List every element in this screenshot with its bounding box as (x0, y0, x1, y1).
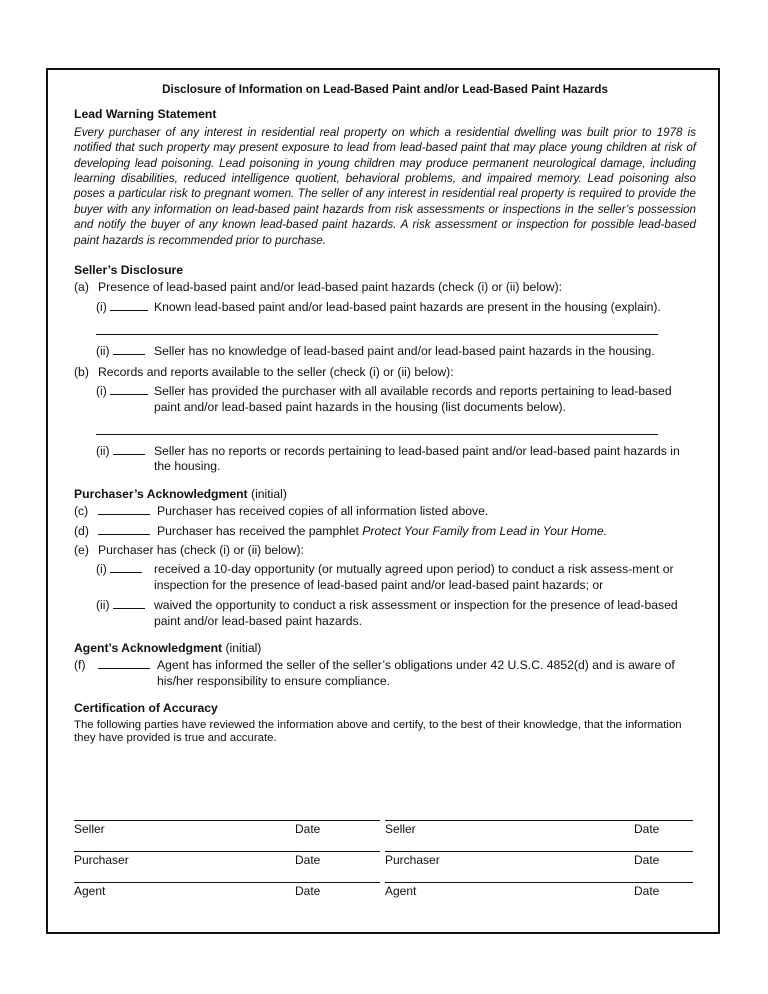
certification-heading: Certification of Accuracy (74, 701, 218, 716)
form-title: Disclosure of Information on Lead-Based Paint and/or Lead-Based Paint Hazards (162, 83, 608, 96)
sub-text: waived the opportunity to conduct a risk assessment or inspection for the presence of lead-based paint and/or lead-based paint hazards. (154, 598, 678, 628)
sub-label: (ii) (96, 344, 110, 359)
initial-blank[interactable] (110, 384, 148, 395)
item-label: (b) (74, 364, 89, 379)
signature-label: Seller (385, 822, 416, 836)
sub-label: (ii) (96, 598, 110, 613)
purchaser-item-e-ii (96, 598, 696, 629)
signature-line[interactable] (385, 882, 693, 900)
signature-line[interactable] (74, 820, 380, 838)
initial-blank[interactable] (98, 504, 150, 515)
date-label: Date (634, 853, 660, 867)
item-text: Purchaser has received the pamphlet Protect Your Family from Lead in Your Home. (157, 523, 608, 538)
agent-item-f (74, 658, 696, 689)
date-label: Date (634, 822, 660, 836)
agent-ack-heading: Agent’s Acknowledgment (initial) (74, 640, 262, 655)
certification-text: The following parties have reviewed the information above and certify, to the best of their knowledge, that the information they have provided is true and accurate. (74, 718, 682, 745)
item-label: (d) (74, 523, 89, 538)
seller-item-b (74, 365, 696, 380)
signature-label: Seller (74, 822, 105, 836)
purchaser-item-e-i (96, 562, 696, 593)
lead-warning-text: Every purchaser of any interest in residential real property on which a residential dwelling was built prior to 1978 is notified that such property may present exposure to lead from lead-based paint that may place young children at risk of developing lead poisoning. Lead poisoning in young children may produce permanent neurological damage, including learning disabilities, reduced intelligence quotient, behavioral problems, and impaired memory. Lead poisoning also poses a particular risk to pregnant women. The seller of any interest in residential real property is required to provide the buyer with any information on lead-based paint hazards from risk assessments or inspections in the seller’s possession and notify the buyer of any known lead-based paint hazards. A risk assessment or inspection for possible lead-based paint hazards is recommended prior to purchase. (74, 125, 696, 247)
signature-line[interactable] (74, 851, 380, 869)
initial-blank[interactable] (98, 658, 150, 669)
date-label: Date (295, 853, 321, 867)
lead-warning-heading: Lead Warning Statement (74, 107, 217, 122)
sub-text: Seller has no knowledge of lead-based paint and/or lead-based paint hazards in the housing. (154, 344, 655, 359)
purchaser-item-c (74, 504, 696, 519)
initial-blank[interactable] (113, 598, 145, 609)
seller-item-a-i (96, 300, 696, 315)
purchaser-item-d (74, 524, 696, 539)
explain-line[interactable] (96, 320, 658, 335)
initial-blank[interactable] (110, 300, 148, 311)
date-label: Date (295, 884, 321, 898)
seller-disclosure-heading: Seller’s Disclosure (74, 263, 184, 278)
signature-row (74, 820, 694, 851)
purchaser-item-e (74, 543, 696, 558)
signature-row (74, 882, 694, 913)
signature-label: Agent (385, 884, 417, 898)
signature-label: Purchaser (385, 853, 440, 867)
sub-label: (i) (96, 384, 107, 399)
item-text: Purchaser has (check (i) or (ii) below): (98, 542, 304, 557)
sub-text: received a 10-day opportunity (or mutually agreed upon period) to conduct a risk assess-ment or inspection for the presence of lead-based paint and/or lead-based paint hazards; or (154, 562, 674, 592)
item-text: Purchaser has received copies of all information listed above. (157, 504, 489, 519)
signature-label: Purchaser (74, 853, 129, 867)
signature-label: Agent (74, 884, 106, 898)
signature-row (74, 851, 694, 882)
signature-line[interactable] (74, 882, 380, 900)
sub-label: (i) (96, 299, 107, 314)
sub-text: Known lead-based paint and/or lead-based paint hazards are present in the housing (explain). (154, 299, 661, 314)
item-label: (c) (74, 504, 89, 519)
date-label: Date (295, 822, 321, 836)
purchaser-ack-heading: Purchaser’s Acknowledgment (initial) (74, 486, 287, 501)
sub-text: Seller has provided the purchaser with all available records and reports pertaining to lead-based paint and/or lead-based paint hazards in the housing (list documents below). (154, 384, 672, 414)
item-label: (f) (74, 658, 86, 673)
initial-blank[interactable] (98, 524, 150, 535)
item-text: Agent has informed the seller of the seller’s obligations under 42 U.S.C. 4852(d) and is aware of his/her responsibility to ensure compliance. (157, 658, 675, 688)
seller-item-b-ii (96, 444, 696, 475)
seller-item-b-i (96, 384, 696, 415)
initial-blank[interactable] (113, 344, 145, 355)
item-text: Presence of lead-based paint and/or lead-based paint hazards (check (i) or (ii) below): (98, 280, 563, 295)
item-text: Records and reports available to the seller (check (i) or (ii) below): (98, 364, 454, 379)
signature-line[interactable] (385, 851, 693, 869)
documents-line[interactable] (96, 420, 658, 435)
disclosure-form (74, 82, 696, 746)
date-label: Date (634, 884, 660, 898)
item-label: (e) (74, 542, 89, 557)
seller-item-a-ii (96, 344, 696, 359)
pamphlet-title: Protect Your Family from Lead in Your Home. (362, 523, 608, 538)
seller-item-a (74, 280, 696, 295)
signature-line[interactable] (385, 820, 693, 838)
initial-blank[interactable] (110, 562, 142, 573)
initial-blank[interactable] (113, 444, 145, 455)
signature-block (74, 820, 694, 913)
sub-text: Seller has no reports or records pertaining to lead-based paint and/or lead-based paint hazards in the housing. (154, 443, 680, 474)
sub-label: (i) (96, 562, 107, 577)
sub-label: (ii) (96, 443, 110, 458)
item-label: (a) (74, 280, 89, 295)
